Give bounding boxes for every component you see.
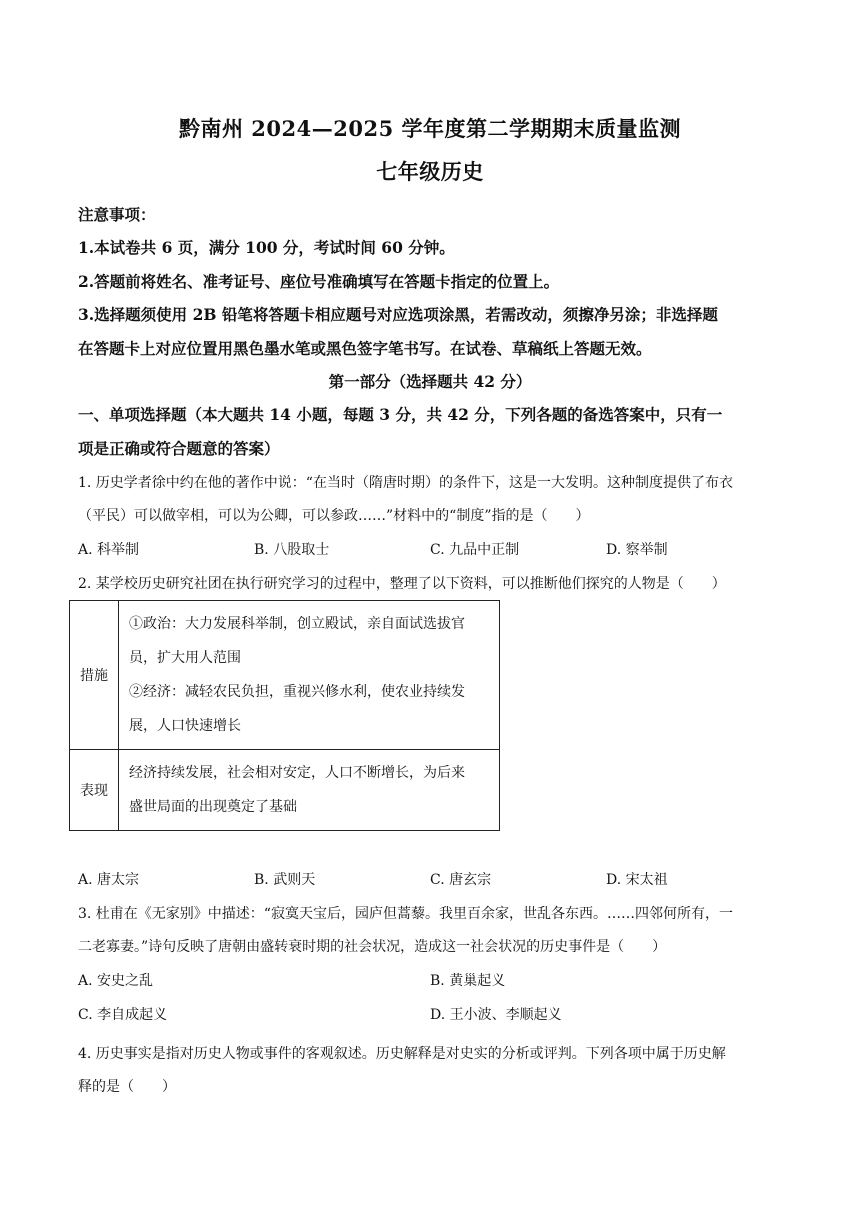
question-2-option-d[interactable]: D. 宋太祖 [606, 872, 668, 888]
question-2-table [69, 600, 500, 831]
notice-item-2: 2.答题前将姓名、准考证号、座位号准确填写在答题卡指定的位置上。 [78, 272, 560, 291]
table-cell-results [119, 750, 500, 831]
section-heading: 一、单项选择题（本大题共 14 小题，每题 3 分，共 42 分，下列各题的备选答案中，只有一 [78, 405, 723, 424]
question-3-stem: 3. 杜甫在《无家别》中描述：“寂寞天宝后，园庐但蒿藜。我里百余家，世乱各东西。……四邻何所有，一 [78, 906, 733, 922]
section-heading-cont: 项是正确或符合题意的答案） [78, 439, 280, 458]
table-cell-measures [119, 601, 500, 750]
question-4-stem-cont: 释的是（ ） [78, 1079, 176, 1095]
question-2-stem: 2. 某学校历史研究社团在执行研究学习的过程中，整理了以下资料，可以推断他们探究的人物是（ ） [78, 576, 726, 592]
question-2-option-a[interactable]: A. 唐太宗 [78, 872, 140, 888]
question-1-stem-cont: （平民）可以做宰相，可以为公卿，可以参政……”材料中的“制度”指的是（ ） [78, 508, 590, 524]
question-1-option-b[interactable]: B. 八股取士 [254, 542, 330, 558]
question-3-option-d[interactable]: D. 王小波、李顺起义 [430, 1007, 562, 1023]
exam-title: 黔南州 2024—2025 学年度第二学期期末质量监测 [178, 116, 681, 141]
question-3-option-c[interactable]: C. 李自成起义 [78, 1007, 168, 1023]
exam-subtitle: 七年级历史 [376, 159, 484, 184]
notice-item-1: 1.本试卷共 6 页，满分 100 分，考试时间 60 分钟。 [78, 238, 455, 257]
notice-item-3-cont: 在答题卡上对应位置用黑色墨水笔或黑色签字笔书写。在试卷、草稿纸上答题无效。 [78, 339, 652, 358]
table-cell-results-label: 表现 [70, 750, 119, 831]
question-2-option-c[interactable]: C. 唐玄宗 [430, 872, 492, 888]
notice-item-3: 3.选择题须使用 2B 铅笔将答题卡相应题号对应选项涂黑，若需改动，须擦净另涂；非选择题 [78, 305, 718, 324]
question-2-option-b[interactable]: B. 武则天 [254, 872, 316, 888]
question-1-stem: 1. 历史学者徐中约在他的著作中说：“在当时（隋唐时期）的条件下，这是一大发明。这种制度提供了布衣 [78, 475, 733, 491]
part-title: 第一部分（选择题共 42 分） [328, 372, 532, 391]
table-text: 员，扩大用人范围 [129, 650, 241, 666]
table-row-results [70, 750, 500, 831]
question-3-option-b[interactable]: B. 黄巢起义 [430, 973, 506, 989]
question-1-option-d[interactable]: D. 察举制 [606, 542, 668, 558]
table-text: 展，人口快速增长 [129, 718, 241, 734]
question-1-option-c[interactable]: C. 九品中正制 [430, 542, 520, 558]
table-row-measures [70, 601, 500, 750]
table-text: 经济持续发展，社会相对安定，人口不断增长，为后来 [129, 765, 465, 781]
table-text: ①政治：大力发展科举制，创立殿试，亲自面试选拔官 [129, 616, 465, 632]
question-4-stem: 4. 历史事实是指对历史人物或事件的客观叙述。历史解释是对史实的分析或评判。下列各项中属于历史解 [78, 1046, 726, 1062]
question-3-option-a[interactable]: A. 安史之乱 [78, 973, 154, 989]
question-1-option-a[interactable]: A. 科举制 [78, 542, 140, 558]
table-cell-measures-label: 措施 [70, 601, 119, 750]
table-text: ②经济：减轻农民负担，重视兴修水利，使农业持续发 [129, 684, 465, 700]
notice-heading: 注意事项： [78, 205, 156, 224]
question-3-stem-cont: 二老寡妻。”诗句反映了唐朝由盛转衰时期的社会状况，造成这一社会状况的历史事件是（ ） [78, 939, 667, 955]
table-text: 盛世局面的出现奠定了基础 [129, 799, 297, 815]
